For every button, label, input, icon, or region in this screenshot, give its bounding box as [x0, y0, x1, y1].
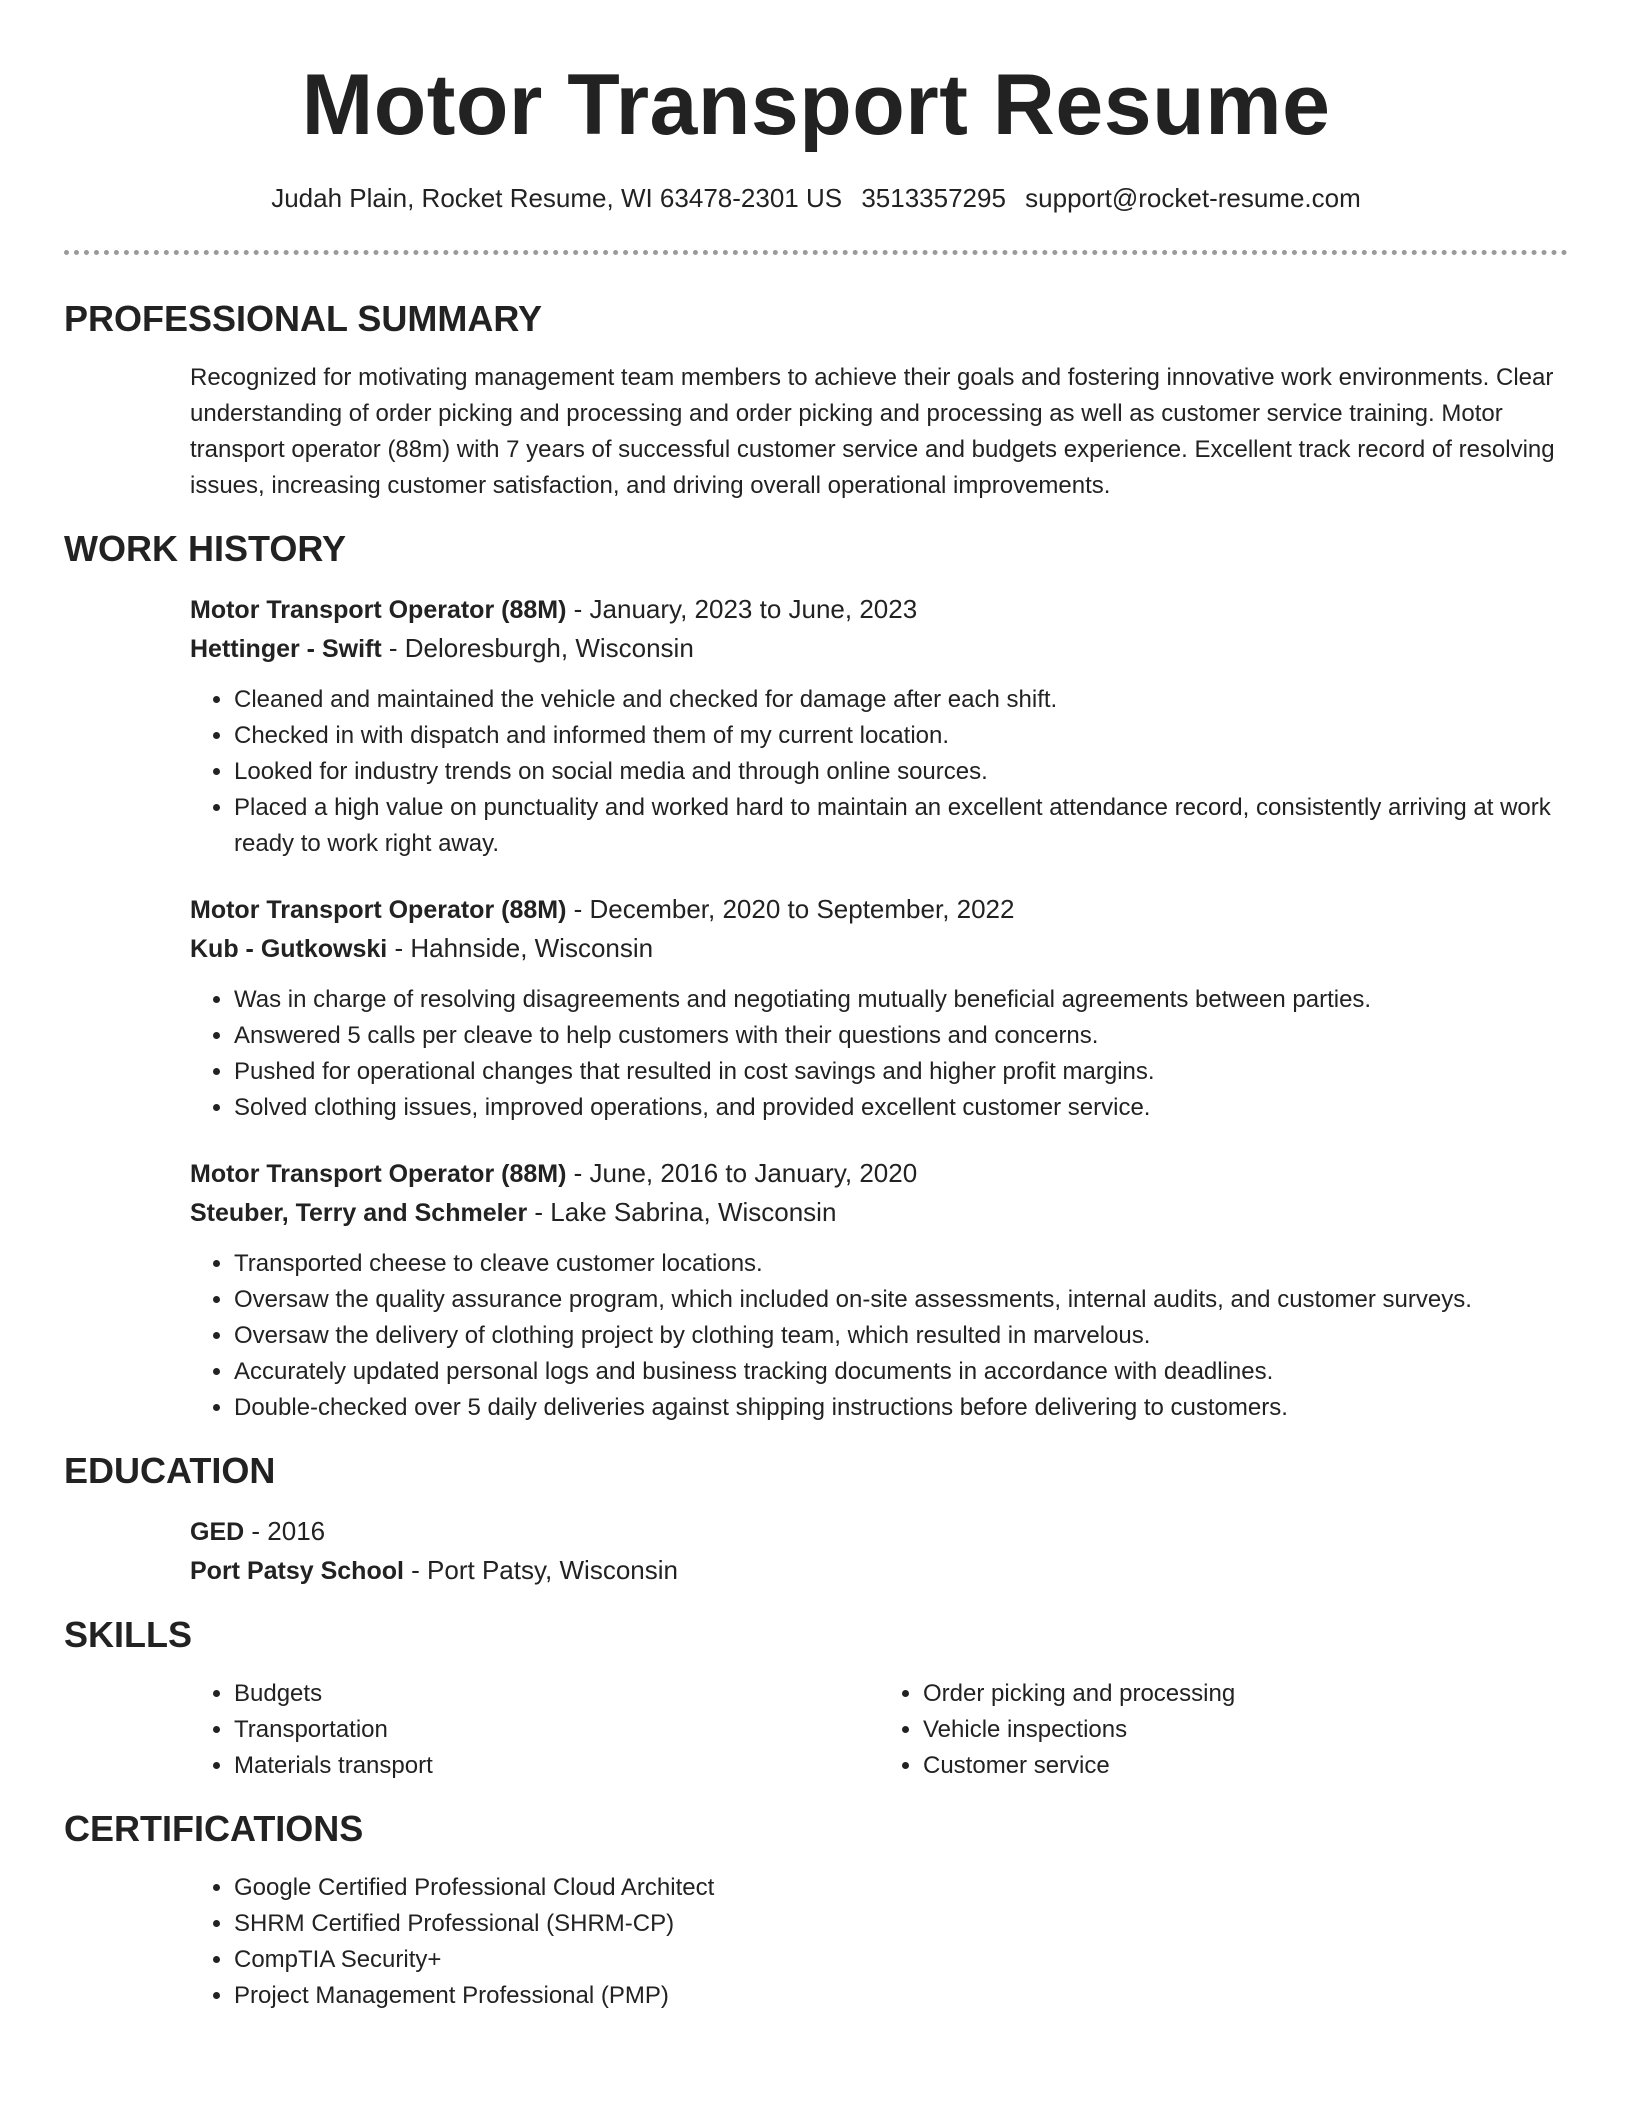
- job-bullet: • Accurately updated personal logs and business tracking documents in accordance with deadlines.: [234, 1354, 1568, 1390]
- skills-section: [64, 1612, 1568, 1784]
- skill-item: • Vehicle inspections: [923, 1712, 1568, 1748]
- job-bullet: • Solved clothing issues, improved operations, and provided excellent customer service.: [234, 1090, 1568, 1126]
- job-company-line: [190, 629, 1568, 668]
- job-bullets: [190, 682, 1568, 862]
- job-bullet: • Transported cheese to cleave customer locations.: [234, 1246, 1568, 1282]
- job-bullet: • Double-checked over 5 daily deliveries against shipping instructions before delivering to customers.: [234, 1390, 1568, 1426]
- job-bullet: • Looked for industry trends on social media and through online sources.: [234, 754, 1568, 790]
- job-dates: - January, 2023 to June, 2023: [566, 594, 918, 624]
- job-entry: [190, 890, 1568, 1126]
- header-divider: [64, 250, 1568, 255]
- certification-item: • CompTIA Security+: [234, 1942, 1568, 1978]
- education-section: [64, 1448, 1568, 1590]
- job-company-line: [190, 1193, 1568, 1232]
- job-bullet: • Checked in with dispatch and informed them of my current location.: [234, 718, 1568, 754]
- certifications-section: [64, 1806, 1568, 2014]
- job-title-line: [190, 590, 1568, 629]
- job-bullet: • Was in charge of resolving disagreements and negotiating mutually beneficial agreements between parties.: [234, 982, 1568, 1018]
- job-entry: [190, 590, 1568, 862]
- contact-phone: 3513357295: [861, 183, 1006, 213]
- education-school: Port Patsy School: [190, 1557, 404, 1585]
- summary-text: Recognized for motivating management team members to achieve their goals and fostering innovative work environments. Clear understanding of order picking and processing and order picking and processing as well as customer service training. Motor transport operator (88m) with 7 years of successful customer service and budgets experience. Excellent track record of resolving issues, increasing customer satisfaction, and driving overall operational improvements.: [190, 364, 1555, 499]
- work-history-section: [64, 526, 1568, 1426]
- contact-email: support@rocket-resume.com: [1025, 183, 1361, 213]
- job-title: Motor Transport Operator (88M): [190, 1160, 567, 1188]
- job-entry: [190, 1154, 1568, 1426]
- job-location: - Lake Sabrina, Wisconsin: [527, 1197, 837, 1227]
- contact-line: [0, 183, 1632, 214]
- job-title-line: [190, 890, 1568, 929]
- education-school-line: [190, 1551, 1568, 1590]
- resume-title: Motor Transport Resume: [301, 57, 1331, 153]
- job-bullet: • Pushed for operational changes that resulted in cost savings and higher profit margins.: [234, 1054, 1568, 1090]
- job-bullet: • Answered 5 calls per cleave to help customers with their questions and concerns.: [234, 1018, 1568, 1054]
- skills-heading: SKILLS: [64, 1614, 193, 1655]
- education-location: - Port Patsy, Wisconsin: [403, 1555, 678, 1585]
- education-degree: GED: [190, 1518, 245, 1546]
- job-company: Hettinger - Swift: [190, 635, 382, 663]
- certification-item: • Google Certified Professional Cloud Architect: [234, 1870, 1568, 1906]
- job-location: - Deloresburgh, Wisconsin: [381, 633, 694, 663]
- job-title: Motor Transport Operator (88M): [190, 596, 567, 624]
- job-company-line: [190, 929, 1568, 968]
- job-bullet: • Oversaw the quality assurance program, which included on-site assessments, internal audits, and customer surveys.: [234, 1282, 1568, 1318]
- certification-item: • SHRM Certified Professional (SHRM-CP): [234, 1906, 1568, 1942]
- skill-item: • Order picking and processing: [923, 1676, 1568, 1712]
- job-bullets: [190, 982, 1568, 1126]
- job-company: Kub - Gutkowski: [190, 935, 388, 963]
- job-dates: - June, 2016 to January, 2020: [566, 1158, 918, 1188]
- certifications-heading: CERTIFICATIONS: [64, 1808, 364, 1849]
- certification-item: • Project Management Professional (PMP): [234, 1978, 1568, 2014]
- summary-heading: PROFESSIONAL SUMMARY: [64, 298, 543, 339]
- resume-content: [64, 296, 1568, 2036]
- skills-column-right: [879, 1676, 1568, 1784]
- skills-grid: [190, 1676, 1568, 1784]
- job-dates: - December, 2020 to September, 2022: [566, 894, 1015, 924]
- job-location: - Hahnside, Wisconsin: [387, 933, 654, 963]
- work-history-heading: WORK HISTORY: [64, 528, 347, 569]
- education-degree-line: [190, 1512, 1568, 1551]
- skill-item: • Budgets: [234, 1676, 879, 1712]
- contact-address: Judah Plain, Rocket Resume, WI 63478-2301 US: [271, 183, 843, 213]
- job-company: Steuber, Terry and Schmeler: [190, 1199, 528, 1227]
- summary-section: [64, 296, 1568, 504]
- job-bullet: • Oversaw the delivery of clothing project by clothing team, which resulted in marvelous.: [234, 1318, 1568, 1354]
- job-bullet: • Cleaned and maintained the vehicle and checked for damage after each shift.: [234, 682, 1568, 718]
- job-bullet: • Placed a high value on punctuality and worked hard to maintain an excellent attendance record, consistently arriving at work ready to work right away.: [234, 790, 1568, 862]
- skills-column-left: [190, 1676, 879, 1784]
- skill-item: • Transportation: [234, 1712, 879, 1748]
- job-title-line: [190, 1154, 1568, 1193]
- education-year: - 2016: [244, 1516, 326, 1546]
- job-title: Motor Transport Operator (88M): [190, 896, 567, 924]
- skill-item: • Customer service: [923, 1748, 1568, 1784]
- certifications-list: [190, 1870, 1568, 2014]
- education-heading: EDUCATION: [64, 1450, 276, 1491]
- skill-item: • Materials transport: [234, 1748, 879, 1784]
- job-bullets: [190, 1246, 1568, 1426]
